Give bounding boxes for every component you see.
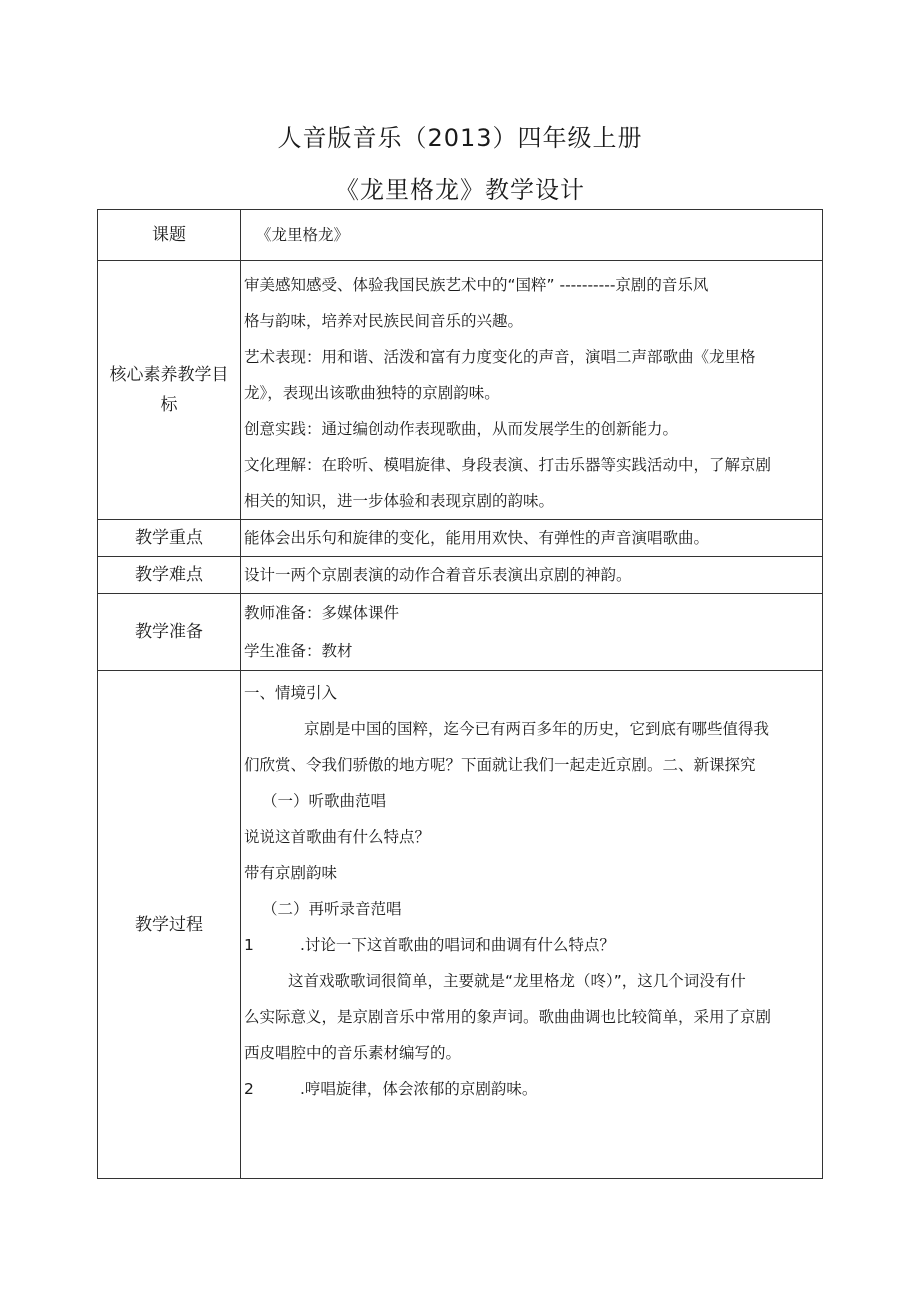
process-sub2: （二）再听录音范唱	[262, 900, 402, 918]
lesson-plan-table	[97, 209, 823, 1179]
label-core-goals: 核心素养教学目标	[109, 365, 229, 415]
process-intro-line1: 京剧是中国的国粹，迄今已有两百多年的历史，它到底有哪些值得我	[304, 720, 770, 738]
process-item1-text: .讨论一下这首歌曲的唱词和曲调有什么特点？	[300, 936, 615, 954]
goal-line-4: 龙》，表现出该歌曲独特的京剧韵味。	[244, 384, 500, 402]
table-row-difficulty	[98, 557, 823, 594]
process-item1	[244, 927, 822, 963]
key-point-value: 能体会出乐句和旋律的变化，能用用欢快、有弹性的声音演唱歌曲。	[244, 529, 710, 547]
label-preparation: 教学准备	[98, 594, 241, 671]
document-title-line2: 《龙里格龙》教学设计	[335, 176, 585, 204]
process-item1-answer3: 西皮唱腔中的音乐素材编写的。	[244, 1044, 462, 1062]
process-item1-number: 1	[244, 936, 254, 954]
goal-line-5: 创意实践：通过编创动作表现歌曲，从而发展学生的创新能力。	[244, 420, 679, 438]
goal-line-7: 相关的知识，进一步体验和表现京剧的韵味。	[244, 492, 555, 510]
process-a1: 带有京剧韵味	[244, 864, 338, 882]
table-row-topic	[98, 210, 823, 261]
prep-student: 学生准备：教材	[244, 642, 353, 660]
table-row-key-point	[98, 520, 823, 557]
process-item1-answer2: 么实际意义，是京剧音乐中常用的象声词。歌曲曲调也比较简单，采用了京剧	[244, 1008, 772, 1026]
label-key-point: 教学重点	[98, 520, 241, 557]
goal-line-1: 审美感知感受、体验我国民族艺术中的“国粹” ----------京剧的音乐风	[244, 276, 709, 294]
table-row-preparation	[98, 594, 823, 671]
label-process: 教学过程	[98, 671, 241, 1179]
process-item2-text: .哼唱旋律，体会浓郁的京剧韵味。	[300, 1080, 538, 1098]
process-sub1: （一）听歌曲范唱	[262, 792, 387, 810]
difficulty-value: 设计一两个京剧表演的动作合着音乐表演出京剧的神韵。	[244, 566, 632, 584]
document-title-line1: 人音版音乐（2013）四年级上册	[277, 124, 643, 152]
goal-line-2: 格与韵味，培养对民族民间音乐的兴趣。	[244, 312, 524, 330]
table-row-core-goals	[98, 261, 823, 520]
topic-value: 《龙里格龙》	[256, 226, 350, 244]
process-intro-heading: 一、情境引入	[244, 684, 338, 702]
process-item1-answer1: 这首戏歌歌词很简单，主要就是“龙里格龙（咚）”，这几个词没有什	[288, 972, 746, 990]
process-item2	[244, 1071, 822, 1107]
goal-line-3: 艺术表现：用和谐、活泼和富有力度变化的声音，演唱二声部歌曲《龙里格	[244, 348, 756, 366]
process-q1: 说说这首歌曲有什么特点？	[244, 828, 431, 846]
process-item2-number: 2	[244, 1080, 254, 1098]
prep-teacher: 教师准备：多媒体课件	[244, 604, 400, 622]
process-intro-line2: 们欣赏、令我们骄傲的地方呢？下面就让我们一起走近京剧。二、新课探究	[244, 756, 756, 774]
label-difficulty: 教学难点	[98, 557, 241, 594]
goal-line-6: 文化理解：在聆听、模唱旋律、身段表演、打击乐器等实践活动中，了解京剧	[244, 456, 772, 474]
label-topic: 课题	[98, 210, 241, 261]
table-row-process	[98, 671, 823, 1179]
